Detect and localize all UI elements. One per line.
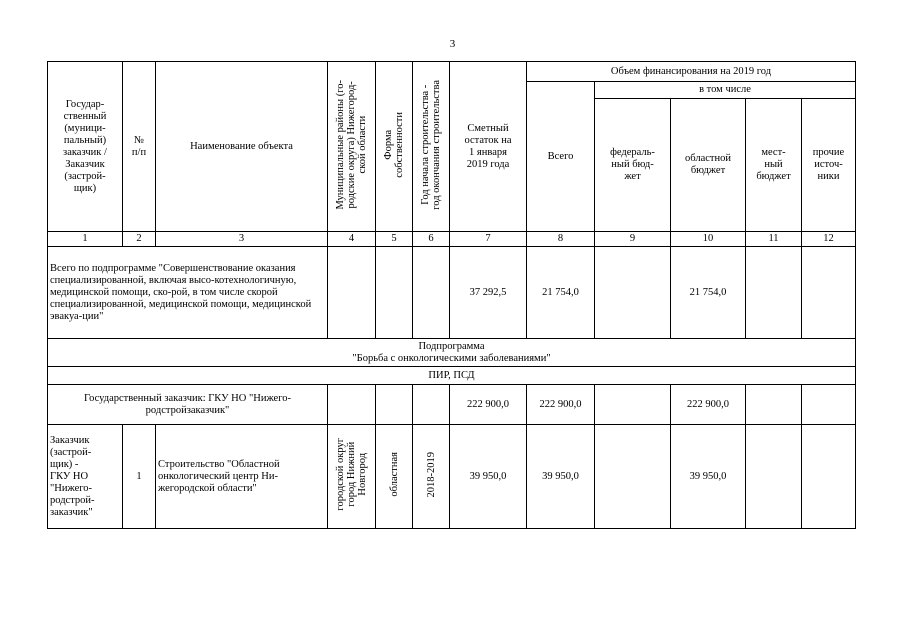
- object-district: [328, 425, 376, 529]
- header-years: [413, 62, 450, 232]
- empty-cell: [595, 247, 671, 339]
- customer-label: Государственный заказчик: ГКУ НО "Нижего-родстройзаказчик": [48, 385, 328, 425]
- subprogram-total-label: Всего по подпрограмме "Совершенствование оказания специализированной, включая высо-котехнологичную, медицинской помощи, ско-рой, в том числе скорой специализированной, медицинской помощи, медицинской эвакуа-ции": [48, 247, 328, 339]
- total-regional: 21 754,0: [671, 247, 746, 339]
- object-years: [413, 425, 450, 529]
- header-estimate: Сметный остаток на 1 января 2019 года: [450, 62, 527, 232]
- customer-regional: 222 900,0: [671, 385, 746, 425]
- col-number: 11: [746, 232, 802, 247]
- col-number: 7: [450, 232, 527, 247]
- empty-cell: [746, 385, 802, 425]
- col-number: 12: [802, 232, 856, 247]
- header-object-name: Наименование объекта: [156, 62, 328, 232]
- customer-total: 222 900,0: [527, 385, 595, 425]
- object-name: Строительство "Областной онкологический центр Ни-жегородской области": [156, 425, 328, 529]
- col-number: 3: [156, 232, 328, 247]
- object-regional: 39 950,0: [671, 425, 746, 529]
- header-customer: Государ- ственный (муници- пальный) заказчик / Заказчик (застрой- щик): [48, 62, 123, 232]
- total-estimate: 37 292,5: [450, 247, 527, 339]
- empty-cell: [328, 247, 376, 339]
- header-total: Всего: [527, 82, 595, 232]
- total-sum: 21 754,0: [527, 247, 595, 339]
- subprogram-line2: "Борьба с онкологическими заболеваниями": [352, 352, 551, 364]
- subprogram-total-row: [48, 247, 856, 339]
- object-total: 39 950,0: [527, 425, 595, 529]
- col-number: 8: [527, 232, 595, 247]
- empty-cell: [802, 385, 856, 425]
- empty-cell: [746, 425, 802, 529]
- object-district-text: городской округ город Нижний Новгород: [335, 438, 368, 511]
- col-number: 2: [123, 232, 156, 247]
- object-estimate: 39 950,0: [450, 425, 527, 529]
- customer-estimate: 222 900,0: [450, 385, 527, 425]
- header-financing: Объем финансирования на 2019 год: [527, 62, 856, 82]
- financing-table: [47, 61, 856, 529]
- header-district: [328, 62, 376, 232]
- object-row: [48, 425, 856, 529]
- object-years-text: 2018-2019: [425, 451, 437, 498]
- header-other: прочие источ- ники: [802, 99, 856, 232]
- header-ownership-text: Форма собственности: [383, 111, 405, 178]
- col-number: 5: [376, 232, 413, 247]
- empty-cell: [595, 385, 671, 425]
- header-district-text: Муниципальные районы (го- родские округа) Нижегород- ской области: [335, 79, 368, 210]
- object-number: 1: [123, 425, 156, 529]
- empty-cell: [376, 385, 413, 425]
- empty-cell: [746, 247, 802, 339]
- object-ownership: [376, 425, 413, 529]
- subprogram-title: [48, 339, 856, 367]
- col-number: 4: [328, 232, 376, 247]
- page-number: 3: [449, 38, 456, 50]
- empty-cell: [413, 247, 450, 339]
- header-regional: областной бюджет: [671, 99, 746, 232]
- empty-cell: [595, 425, 671, 529]
- customer-row: [48, 385, 856, 425]
- subprogram-title-row: [48, 339, 856, 367]
- col-number: 9: [595, 232, 671, 247]
- header-including: в том числе: [595, 82, 856, 99]
- empty-cell: [376, 247, 413, 339]
- object-ownership-text: областная: [388, 452, 400, 497]
- empty-cell: [802, 247, 856, 339]
- object-customer: Заказчик (застрой- щик) - ГКУ НО "Нижего- родстрой- заказчик": [48, 425, 123, 529]
- column-numbers-row: [48, 232, 856, 247]
- col-number: 1: [48, 232, 123, 247]
- col-number: 6: [413, 232, 450, 247]
- col-number: 10: [671, 232, 746, 247]
- empty-cell: [802, 425, 856, 529]
- header-years-text: Год начала строительства - год окончания строительства: [420, 79, 442, 210]
- header-federal: федераль- ный бюд- жет: [595, 99, 671, 232]
- header-local: мест- ный бюджет: [746, 99, 802, 232]
- section-title: ПИР, ПСД: [48, 367, 856, 385]
- header-number: № п/п: [123, 62, 156, 232]
- empty-cell: [413, 385, 450, 425]
- header-ownership: [376, 62, 413, 232]
- section-row: [48, 367, 856, 385]
- empty-cell: [328, 385, 376, 425]
- subprogram-line1: Подпрограмма: [418, 340, 485, 352]
